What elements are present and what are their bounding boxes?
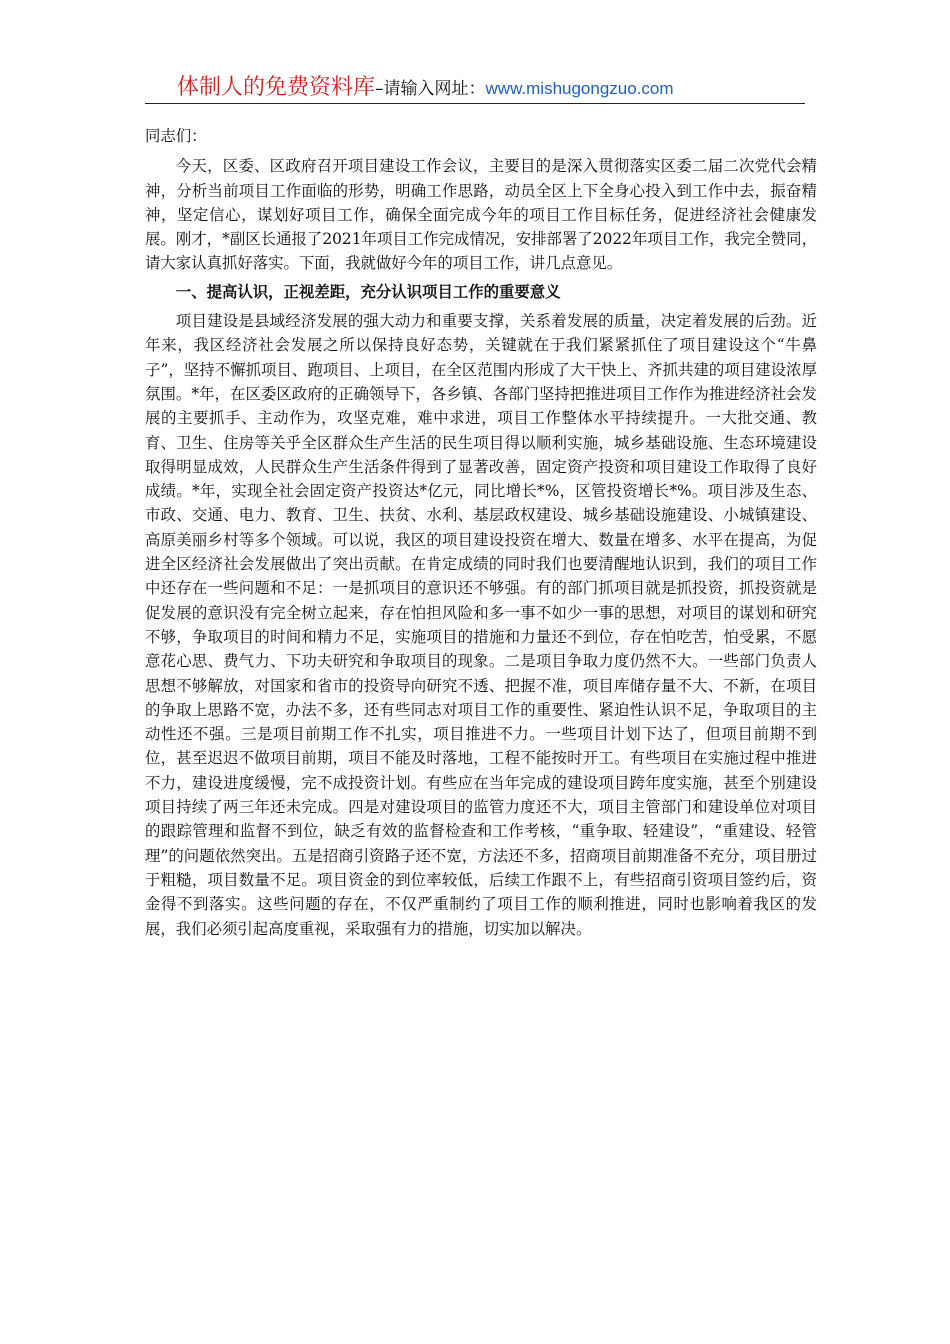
intro-paragraph: 今天，区委、区政府召开项目建设工作会议，主要目的是深入贯彻落实区委二届二次党代会精神，分析当前项目工作面临的形势，明确工作思路，动员全区上下全身心投入到工作中去，振奋精神，坚定信心，谋划好项目工作，确保全面完成今年的项目工作目标任务，促进经济社会健康发展。刚才，*副区长通报了2021年项目工作完成情况，安排部署了2022年项目工作，我完全赞同，请大家认真抓好落实。下面，我就做好今年的项目工作，讲几点意见。	[145, 157, 817, 273]
header-brand-text: 体制人的免费资料库	[177, 75, 376, 100]
document-body	[145, 124, 817, 945]
section-heading-1: 一、提高认识，正视差距，充分认识项目工作的重要意义	[175, 282, 561, 301]
header-divider	[145, 103, 805, 104]
header-url-link[interactable]: www.mishugongzuo.com	[485, 79, 674, 98]
salutation: 同志们：	[145, 127, 207, 145]
header-prompt-text: –请输入网址：	[375, 79, 486, 99]
section-1-paragraph: 项目建设是县域经济发展的强大动力和重要支撑，关系着发展的质量，决定着发展的后劲。近年来，我区经济社会发展之所以保持良好态势，关键就在于我们紧紧抓住了项目建设这个“牛鼻子”，坚持不懈抓项目、跑项目、上项目，在全区范围内形成了大干快上、齐抓共建的项目建设浓厚氛围。*年，在区委区政府的正确领导下，各乡镇、各部门坚持把推进项目工作作为推进经济社会发展的主要抓手、主动作为，攻坚克难，难中求进，项目工作整体水平持续提升。一大批交通、教育、卫生、住房等关乎全区群众生产生活的民生项目得以顺利实施，城乡基础设施、生态环境建设取得明显成效，人民群众生产生活条件得到了显著改善，固定资产投资和项目建设工作取得了良好成绩。*年，实现全社会固定资产投资达*亿元，同比增长*%，区管投资增长*%。项目涉及生态、市政、交通、电力、教育、卫生、扶贫、水利、基层政权建设、城乡基础设施建设、小城镇建设、高原美丽乡村等多个领域。可以说，我区的项目建设投资在增大、数量在增多、水平在提高，为促进全区经济社会发展做出了突出贡献。在肯定成绩的同时我们也要清醒地认识到，我们的项目工作中还存在一些问题和不足：一是抓项目的意识还不够强。有的部门抓项目就是抓投资，抓投资就是促发展的意识没有完全树立起来，存在怕担风险和多一事不如少一事的思想，对项目的谋划和研究不够，争取项目的时间和精力不足，实施项目的措施和力量还不到位，存在怕吃苦，怕受累，不愿意花心思、费气力、下功夫研究和争取项目的现象。二是项目争取力度仍然不大。一些部门负责人思想不够解放，对国家和省市的投资导向研究不透、把握不准，项目库储存量不大、不新，在项目的争取上思路不宽，办法不多，还有些同志对项目工作的重要性、紧迫性认识不足，争取项目的主动性还不强。三是项目前期工作不扎实，项目推进不力。一些项目计划下达了，但项目前期不到位，甚至迟迟不做项目前期，项目不能及时落地，工程不能按时开工。有些项目在实施过程中推进不力，建设进度缓慢，完不成投资计划。有些应在当年完成的建设项目跨年度实施，甚至个别建设项目持续了两三年还未完成。四是对建设项目的监管力度还不大，项目主管部门和建设单位对项目的跟踪管理和监督不到位，缺乏有效的监督检查和工作考核，“重争取、轻建设”，“重建设、轻管理”的问题依然突出。五是招商引资路子还不宽，方法还不多，招商项目前期准备不充分，项目册过于粗糙，项目数量不足。项目资金的到位率较低，后续工作跟不上，有些招商引资项目签约后，资金得不到落实。这些问题的存在，不仅严重制约了项目工作的顺利推进，同时也影响着我区的发展，我们必须引起高度重视，采取强有力的措施，切实加以解决。	[145, 312, 817, 938]
page-header	[145, 72, 805, 104]
